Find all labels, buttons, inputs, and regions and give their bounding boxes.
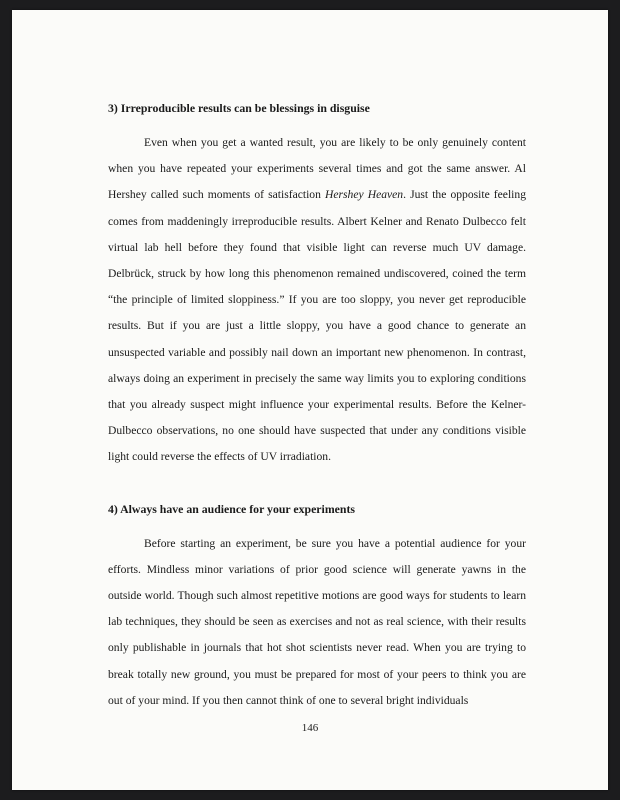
section-4-heading: 4) Always have an audience for your experiments — [108, 501, 355, 516]
section-3-text-end: . Just the opposite feeling comes from maddeningly irreproducible results. Albert Kelner and Renato Dulbecco felt virtual lab hell before they found that visible light can reverse much UV damage. Delbrück, struck by how long this phenomenon remained undiscovered, coined the term “the principle of limited sloppiness.” If you are too sloppy, you never get reproducible results. But if you are just a little sloppy, you have a good chance to generate an unsuspected variable and possibly nail down an important new phenomenon. In contrast, always doing an experiment in precisely the same way limits you to exploring conditions that you already suspect might influence your experimental results. Before the Kelner-Dulbecco observations, no one should have suspected that under any conditions visible light could reverse the effects of UV irradiation. — [108, 188, 526, 464]
section-4-paragraph: Before starting an experiment, be sure you have a potential audience for your efforts. Mindless minor variations of prior good science will generate yawns in the outside world. Though such almost repetitive motions are good ways for students to learn lab techniques, they should be seen as exercises and not as real science, with their results only publishable in journals that hot shot scientists never read. When you are trying to break totally new ground, you must be prepared for most of your peers to think you are out of your mind. If you then cannot think of one to several bright individuals — [108, 536, 526, 707]
page-content — [108, 100, 526, 714]
section-3-heading: 3) Irreproducible results can be blessings in disguise — [108, 101, 370, 115]
page-number: 146 — [301, 722, 319, 734]
section-3-paragraph — [108, 130, 526, 471]
hershey-heaven-italic: Hershey Heaven — [324, 188, 404, 202]
document-page — [12, 10, 608, 790]
section-3-text-start: Even when you get a wanted result, you are likely to be only genuinely content when you have repeated your experiments several times and got the same answer. Al Hershey called such moments of satisfaction — [108, 136, 526, 202]
